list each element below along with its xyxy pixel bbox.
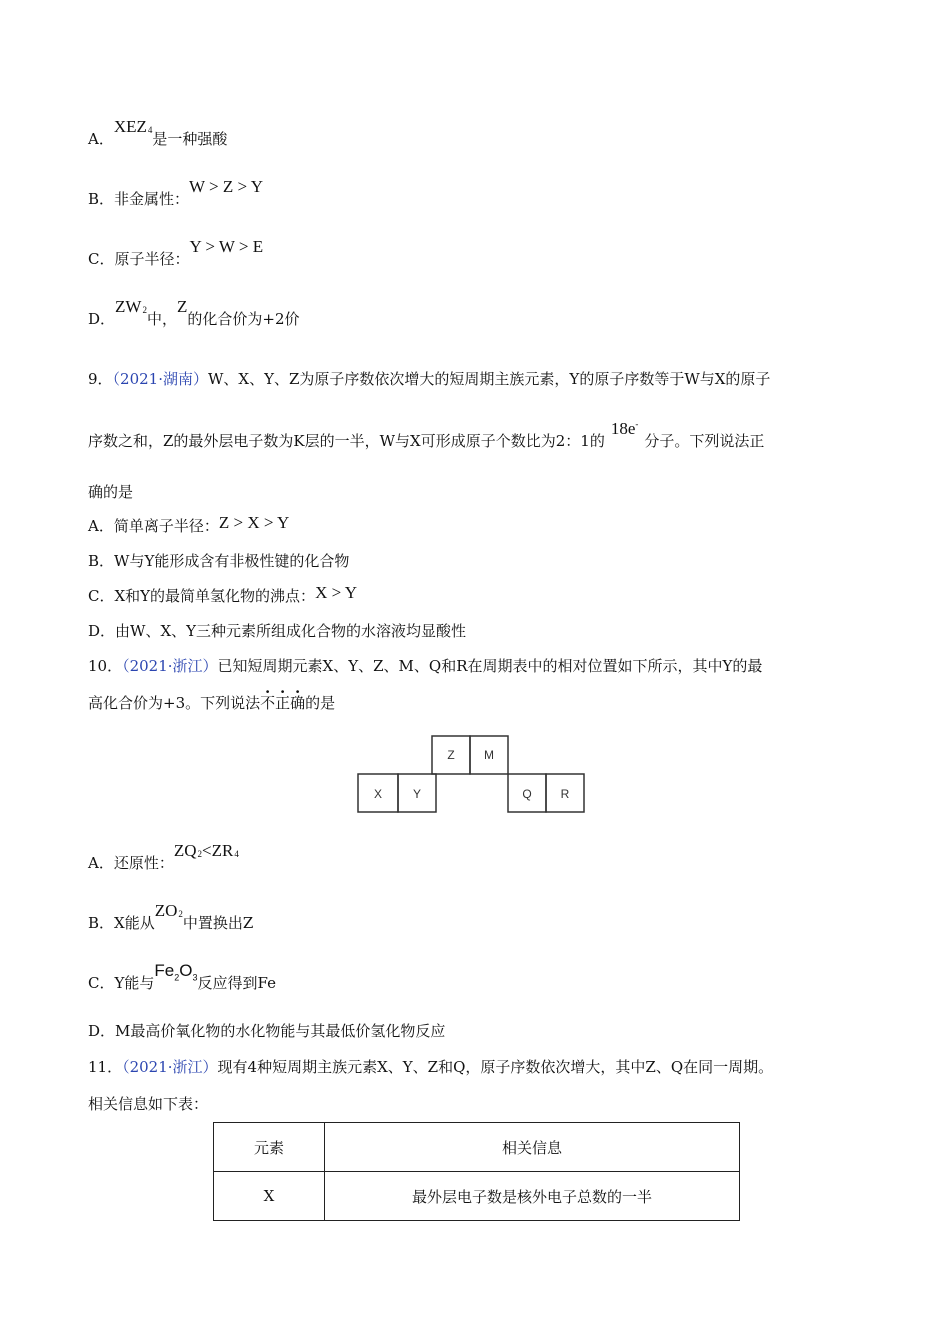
q10-option-d: D．M最高价氧化物的水化物能与其最低价氢化物反应: [88, 1022, 446, 1040]
cell-label-r: R: [560, 787, 570, 801]
table-row: [214, 1172, 740, 1221]
question-source: （2021·浙江）: [122, 1058, 218, 1076]
q8-option-d: D．$ZW_2$中，Z的化合价为+2价: [88, 297, 300, 328]
q10-option-a: A．还原性：$ZQ_2<ZR_4$: [88, 841, 239, 872]
cell-label-q: Q: [522, 787, 532, 801]
q10-option-b: B．X能从$ZO_2$中置换出Z: [88, 901, 254, 932]
periodic-table-fragment: [356, 734, 588, 816]
emphasis-char: 不: [260, 694, 276, 712]
q11-stem-line2: 相关信息如下表：: [88, 1095, 209, 1113]
emphasis-char: 确: [290, 694, 306, 712]
cell-label-x: X: [373, 787, 383, 801]
formula: Z: [176, 297, 188, 316]
formula: X > Y: [315, 583, 358, 602]
q8-option-a: A．$XEZ_4$是一种强酸: [88, 117, 228, 148]
q9-stem-line2: 序数之和，Z的最外层电子数为K层的一半，W与X可形成原子个数比为2：1的18e-分子。下列说法正: [88, 419, 765, 450]
q9-stem-line3: 确的是: [88, 483, 134, 501]
q10-stem-line1: 10．（2021·浙江）已知短周期元素X、Y、Z、M、Q和R在周期表中的相对位置如下所示，其中Y的最: [88, 657, 763, 675]
table-header-row: [214, 1123, 740, 1172]
formula: Y > W > E: [189, 237, 264, 256]
q9-option-d: D．由W、X、Y三种元素所组成化合物的水溶液均显酸性: [88, 622, 467, 640]
q8-option-b: B．非金属性：W > Z > Y: [88, 177, 263, 208]
q9-option-a: A．简单离子半径：Z > X > Y: [88, 513, 290, 535]
cell-label-y: Y: [412, 787, 422, 801]
q9-stem-line1: 9．（2021·湖南）W、X、Y、Z为原子序数依次增大的短周期主族元素，Y的原子序数等于W与X的原子: [88, 370, 771, 388]
question-source: （2021·浙江）: [122, 657, 218, 675]
element-info-table: [213, 1122, 740, 1221]
formula: Z > X > Y: [218, 513, 290, 532]
formula: $ZO_2$: [154, 901, 183, 920]
q9-option-c: C．X和Y的最简单氢化物的沸点：X > Y: [88, 583, 358, 605]
table-header: 元素: [214, 1123, 325, 1172]
formula: $ZW_2$: [115, 297, 147, 316]
formula: $XEZ_4$: [113, 117, 153, 136]
q11-stem-line1: 11．（2021·浙江）现有4种短周期主族元素X、Y、Z和Q，原子序数依次增大，其中Z、Q在同一周期。: [88, 1058, 774, 1076]
formula: $Fe_2O_3$: [154, 961, 198, 983]
formula-18e: 18e-: [610, 419, 639, 438]
question-source: （2021·湖南）: [112, 370, 208, 388]
table-header: 相关信息: [325, 1123, 740, 1172]
q10-stem-line2: 高化合价为+3。下列说法不正确的是: [88, 694, 336, 712]
q10-option-c: C．Y能与$Fe_2O_3$反应得到Fe: [88, 961, 276, 992]
q8-option-c: C．原子半径：Y > W > E: [88, 237, 264, 268]
table-cell: 最外层电子数是核外电子总数的一半: [325, 1172, 740, 1221]
table-cell: X: [214, 1172, 325, 1221]
cell-label-m: M: [484, 748, 494, 762]
formula: $ZQ_2<ZR_4$: [173, 841, 239, 860]
emphasis-char: 正: [275, 694, 291, 712]
cell-label-z: Z: [447, 748, 455, 762]
formula: W > Z > Y: [189, 177, 263, 196]
q9-option-b: B．W与Y能形成含有非极性键的化合物: [88, 552, 350, 570]
